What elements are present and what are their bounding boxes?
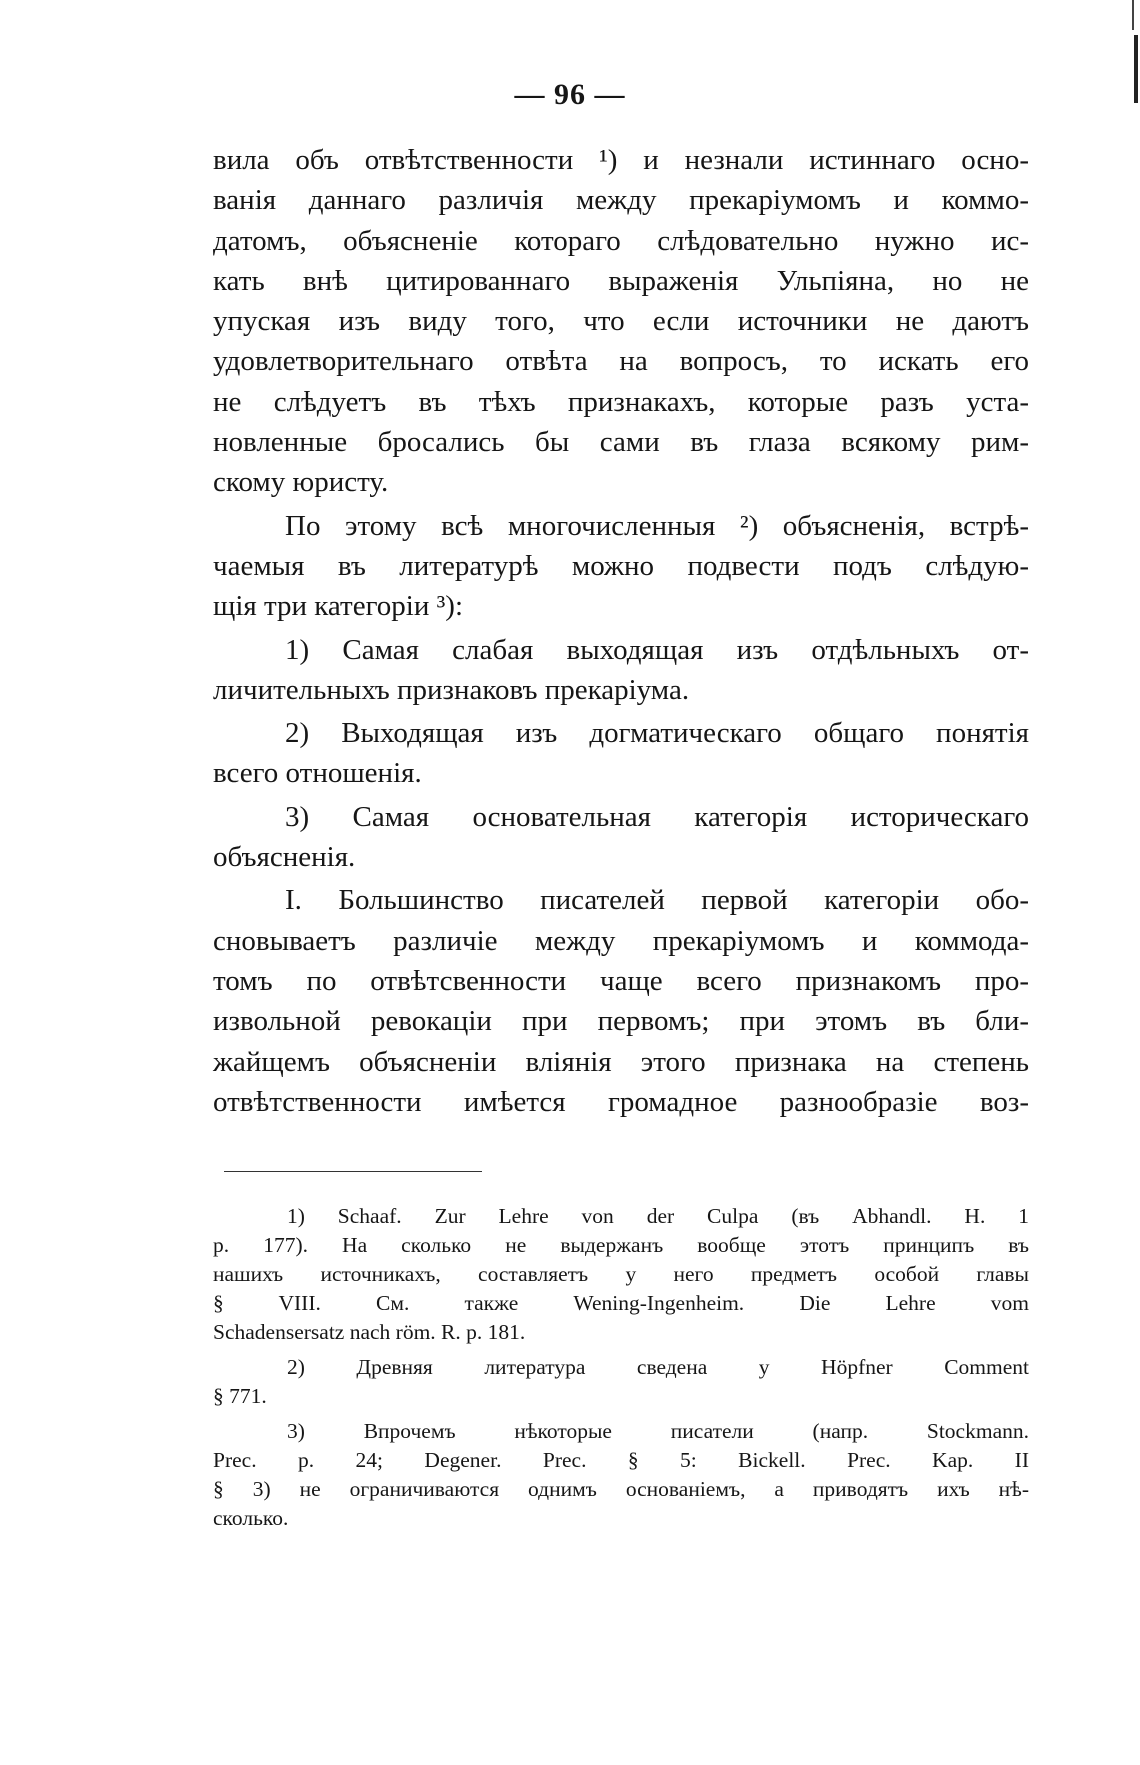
text-line: щія три категоріи ³): [213, 590, 463, 623]
text-line: не слѣдуетъ въ тѣхъ признакахъ, которые разъ уста- [213, 385, 1029, 418]
list-item-2: 2) Выходящая изъ догматическаго общаго понятія [285, 717, 1029, 750]
text-line: скому юристу. [213, 466, 389, 499]
text-line: По этому всѣ многочисленныя ²) объясненія, встрѣ- [285, 509, 1029, 542]
text-line: томъ по отвѣтсвенности чаще всего признакомъ про- [213, 964, 1029, 997]
list-item-3: 3) Самая основательная категорія историческаго [285, 800, 1029, 833]
footnote-line: сколько. [213, 1506, 289, 1530]
text-line: жайщемъ объясненіи вліянія этого признака на степень [213, 1045, 1029, 1078]
text-line: объясненія. [213, 841, 356, 874]
footnote-2: 2) Древняя литература сведена у Höpfner Comment [287, 1355, 1029, 1379]
footnote-line: Prec. p. 24; Degener. Prec. § 5: Bickell. Prec. Kap. II [213, 1448, 1029, 1472]
footnote-line: § VIII. См. также Wening-Ingenheim. Die Lehre vom [213, 1291, 1029, 1315]
footnote-line: § 771. [213, 1384, 267, 1408]
text-line: извольной ревокаціи при первомъ; при этомъ въ бли- [213, 1005, 1029, 1038]
text-line: вила объ отвѣтственности ¹) и незнали истиннаго осно- [213, 144, 1029, 176]
footnote-line: Schadensersatz nach röm. R. p. 181. [213, 1320, 526, 1344]
footnote-divider [224, 1171, 482, 1172]
footnote-line: нашихъ источникахъ, составляетъ у него предметъ особой главы [213, 1262, 1029, 1286]
footnote-line: p. 177). На сколько не выдержанъ вообще этотъ принципъ въ [213, 1233, 1029, 1257]
footnotes [213, 1202, 1029, 1533]
section-heading-line: I. Большинство писателей первой категоріи обо- [285, 884, 1029, 917]
text-line: всего отношенія. [213, 757, 422, 790]
page-number: — 96 — [514, 78, 626, 111]
text-line: датомъ, объясненіе котораго слѣдовательно нужно ис- [213, 224, 1029, 257]
main-text [213, 140, 1029, 1122]
text-line: чаемыя въ литературѣ можно подвести подъ слѣдую- [213, 549, 1029, 582]
text-line: личительныхъ признаковъ прекаріума. [213, 673, 690, 706]
text-line: кать внѣ цитированнаго выраженія Ульпіяна, но не [213, 264, 1029, 297]
text-line: сновываетъ различіе между прекаріумомъ и коммода- [213, 924, 1029, 957]
footnote-1: 1) Schaaf. Zur Lehre von der Culpa (въ Abhandl. H. 1 [287, 1204, 1029, 1228]
text-line: ванія даннаго различія между прекаріумомъ и коммо- [213, 184, 1029, 217]
text-line: новленные бросались бы сами въ глаза всякому рим- [213, 426, 1029, 459]
text-line: отвѣтственности имѣется громадное разнообразіе воз- [213, 1085, 1029, 1118]
footnote-3: 3) Впрочемъ нѣкоторые писатели (напр. Stockmann. [287, 1419, 1029, 1443]
text-line: удовлетворительнаго отвѣта на вопросъ, то искать его [213, 345, 1029, 378]
text-line: упуская изъ виду того, что если источники не даютъ [213, 305, 1029, 338]
footnote-line: § 3) не ограничиваются однимъ основаніемъ, а приводятъ ихъ нѣ- [213, 1477, 1029, 1501]
list-item-1: 1) Самая слабая выходящая изъ отдѣльныхъ от- [285, 633, 1029, 666]
page-edge-shadow [1132, 0, 1134, 30]
